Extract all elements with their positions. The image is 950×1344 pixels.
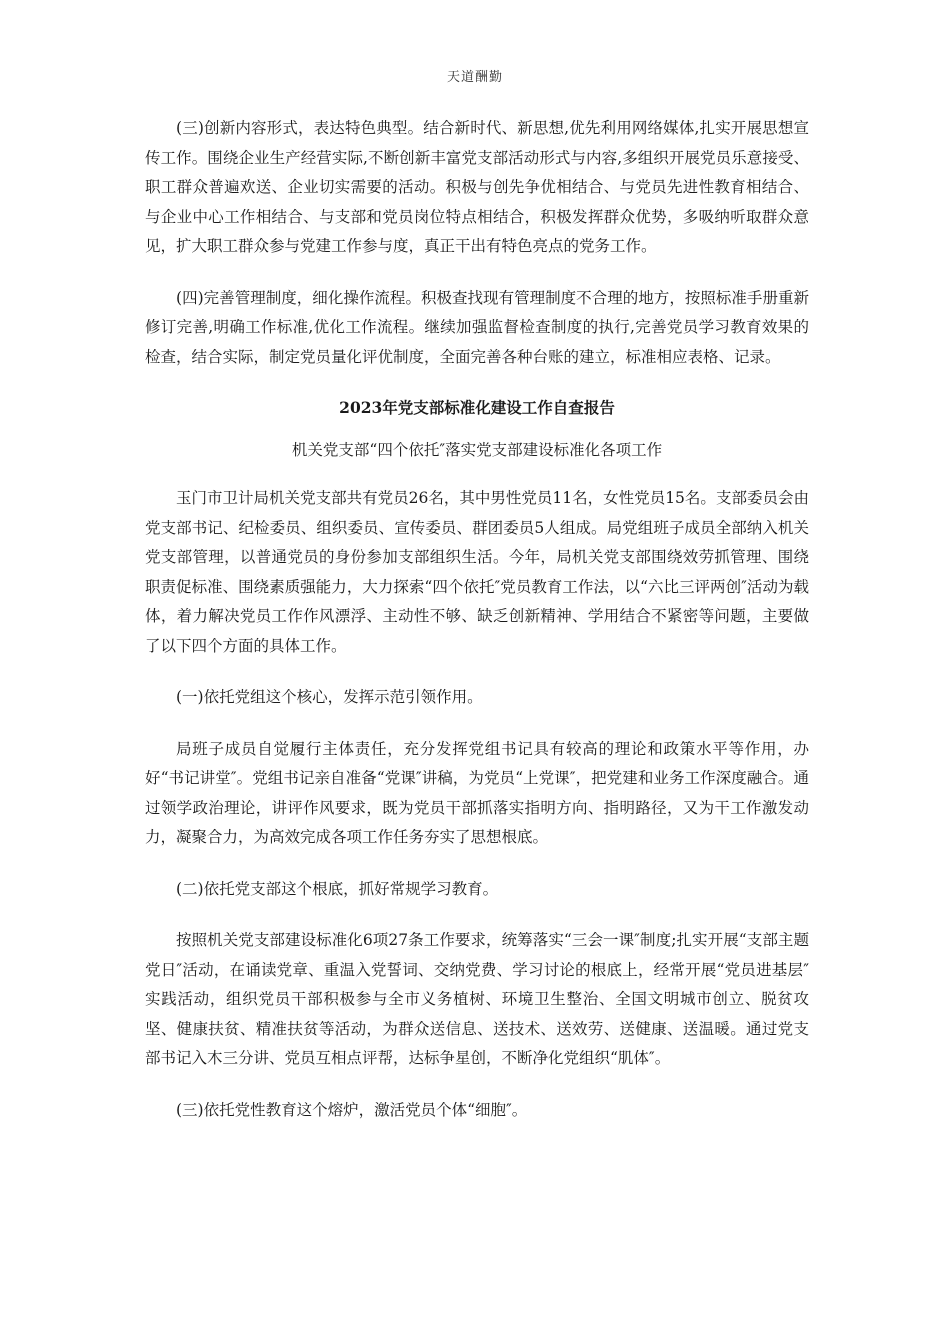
page-header: 天道酬勤 bbox=[446, 70, 503, 85]
paragraph-improve-management: (四)完善管理制度，细化操作流程。积极查找现有管理制度不合理的地方，按照标准手册重新修订完善,明确工作标准,优化工作流程。继续加强监督检查制度的执行,完善党员学习教育效果的检查，结合实际，制定党员量化评优制度，全面完善各种台账的建立，标准相应表格、记录。 bbox=[145, 288, 809, 366]
report-subtitle: 机关党支部“四个依托″落实党支部建设标准化各项工作 bbox=[291, 441, 663, 459]
item-2-body: 按照机关党支部建设标准化6项27条工作要求，统筹落实“三会一课″制度;扎实开展“支部主题党日″活动，在诵读党章、重温入党誓词、交纳党费、学习讨论的根底上，经常开展“党员进基层″实践活动，组织党员干部积极参与全市义务植树、环境卫生整治、全国文明城市创立、脱贫攻坚、健康扶贫、精准扶贫等活动，为群众送信息、送技术、送效劳、送健康、送温暖。通过党支部书记入木三分讲、党员互相点评帮，达标争星创，不断净化党组织“肌体″。 bbox=[145, 931, 809, 1067]
item-1-body: 局班子成员自觉履行主体责任，充分发挥党组书记具有较高的理论和政策水平等作用，办好“书记讲堂″。党组书记亲自准备“党课″讲稿，为党员“上党课″，把党建和业务工作深度融合。通过领学政治理论，讲评作风要求，既为党员干部抓落实指明方向、指明路径，又为干工作激发动力，凝聚合力，为高效完成各项工作任务夯实了思想根底。 bbox=[145, 739, 809, 846]
report-title: 2023年党支部标准化建设工作自查报告 bbox=[339, 398, 615, 417]
paragraph-innovate-content: (三)创新内容形式，表达特色典型。结合新时代、新思想,优先利用网络媒体,扎实开展思想宣传工作。围绕企业生产经营实际,不断创新丰富党支部活动形式与内容,多组织开展党员乐意接受、职工群众普遍欢送、企业切实需要的活动。积极与创先争优相结合、与党员先进性教育相结合、与企业中心工作相结合、与支部和党员岗位特点相结合，积极发挥群众优势，多吸纳听取群众意见，扩大职工群众参与党建工作参与度，真正干出有特色亮点的党务工作。 bbox=[145, 119, 809, 255]
item-2-heading: (二)依托党支部这个根底，抓好常规学习教育。 bbox=[176, 879, 499, 898]
item-3-heading: (三)依托党性教育这个熔炉，激活党员个体“细胞″。 bbox=[176, 1100, 528, 1119]
paragraph-intro: 玉门市卫计局机关党支部共有党员26名，其中男性党员11名，女性党员15名。支部委员会由党支部书记、纪检委员、组织委员、宣传委员、群团委员5人组成。局党组班子成员全部纳入机关党支部管理，以普通党员的身份参加支部组织生活。今年，局机关党支部围绕效劳抓管理、围绕职责促标准、围绕素质强能力，大力探索“四个依托″党员教育工作法，以“六比三评两创″活动为载体，着力解决党员工作作风漂浮、主动性不够、缺乏创新精神、学用结合不紧密等问题，主要做了以下四个方面的具体工作。 bbox=[145, 489, 809, 655]
document-body bbox=[145, 114, 809, 1147]
item-1-heading: (一)依托党组这个核心，发挥示范引领作用。 bbox=[176, 688, 483, 706]
